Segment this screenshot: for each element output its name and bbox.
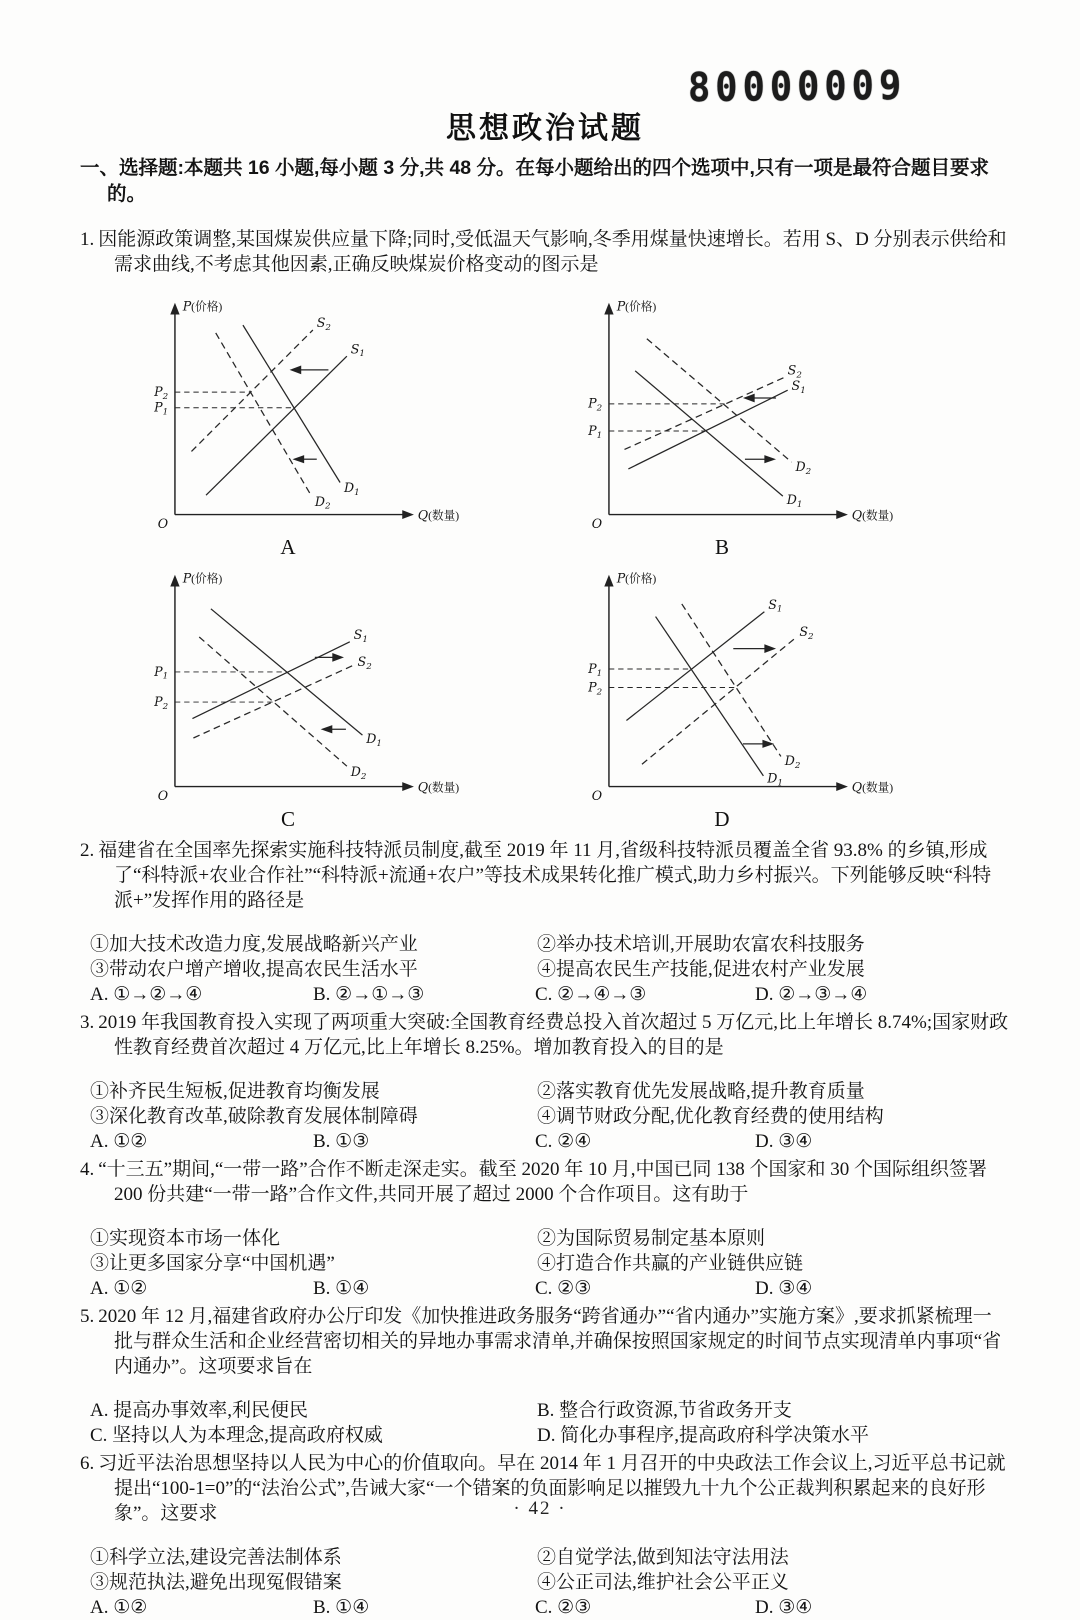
diagram-c <box>138 568 480 806</box>
option-c: C. ②→④→③ <box>535 983 647 1005</box>
diagram-caption: C <box>280 806 295 831</box>
figure-grid <box>138 296 1010 832</box>
s2-label: $S_2$ <box>357 653 372 672</box>
figure-cell-a <box>138 296 480 560</box>
origin-label: O <box>591 787 603 803</box>
d1-curve <box>635 370 783 495</box>
option-b: B. ②→①→③ <box>313 983 425 1005</box>
p1-label: $P_1$ <box>588 660 603 679</box>
question-text: 福建省在全国率先探索实施科技特派员制度,截至 2019 年 11 月,省级科技特派员覆盖全省 93.8% 的乡镇,形成了“科特派+农业合作社”“科特派+流通+农户”等技术成果转化推广模式,助力乡村振兴。下列能够反映“科特派+”发挥作用的路径是 <box>98 839 992 911</box>
s2-curve <box>642 637 795 763</box>
option-d: D. ③④ <box>755 1596 813 1618</box>
question-6-items <box>90 1545 1010 1595</box>
diagram-d <box>572 568 914 806</box>
option-d: D. ③④ <box>755 1277 813 1299</box>
diagram-b <box>572 296 914 534</box>
d1-label: $D_1$ <box>767 770 783 789</box>
item-2: ②自觉学法,做到知法守法用法 <box>537 1546 789 1568</box>
option-b: B. ①④ <box>313 1277 370 1299</box>
p-axis-label: P(价格) <box>616 570 657 586</box>
arrowhead <box>332 653 344 662</box>
option-a: A. ①② <box>90 1130 148 1152</box>
option-d: D. 简化办事程序,提高政府科学决策水平 <box>537 1424 869 1446</box>
s2-label: $S_2$ <box>316 314 331 333</box>
y-axis-arrowhead <box>170 302 179 314</box>
item-2: ②举办技术培训,开展助农富农科技服务 <box>537 933 865 955</box>
d2-label: $D_2$ <box>795 458 812 477</box>
item-3: ③让更多国家分享“中国机遇” <box>90 1252 335 1274</box>
q-axis-label: Q(数量) <box>417 778 460 794</box>
arrowhead <box>321 725 333 733</box>
arrowhead <box>762 739 774 747</box>
s1-label: $S_1$ <box>791 377 806 396</box>
s1-label: $S_1$ <box>353 626 368 645</box>
diagram-caption: A <box>280 534 296 559</box>
item-2: ②为国际贸易制定基本原则 <box>537 1227 766 1249</box>
option-a: A. 提高办事效率,利民便民 <box>90 1399 308 1421</box>
item-1: ①加大技术改造力度,发展战略新兴产业 <box>90 933 418 955</box>
item-3: ③规范执法,避免出现冤假错案 <box>90 1571 342 1593</box>
arrowhead <box>292 455 304 463</box>
section-heading: 一、选择题:本题共 16 小题,每小题 3 分,共 48 分。在每小题给出的四个选项中,只有一项是最符合题目要求的。 <box>80 157 989 205</box>
question-1 <box>80 227 1010 277</box>
question-text: 习近平法治思想坚持以人民为中心的价值取向。早在 2014 年 1 月召开的中央政法工作会议上,习近平总书记就提出“100-1=0”的“法治公式”,告诫大家“一个错案的负面影响足以摧毁九十九个公正裁判积累起来的良好形象”。这要求 <box>98 1452 1006 1524</box>
question-text: 2019 年我国教育投入实现了两项重大突破:全国教育经费总投入首次超过 5 万亿元,比上年增长 8.74%;国家财政性教育经费首次超过 4 万亿元,比上年增长 8.25%。增加教育投入的目的是 <box>98 1011 1009 1058</box>
option-d: D. ③④ <box>755 1130 813 1152</box>
item-1: ①补齐民生短板,促进教育均衡发展 <box>90 1080 380 1102</box>
question-5-options <box>90 1398 1010 1448</box>
arrowhead <box>290 365 302 374</box>
p-axis-label: P(价格) <box>182 570 223 586</box>
item-3: ③深化教育改革,破除教育发展体制障碍 <box>90 1105 418 1127</box>
p-axis-label: P(价格) <box>616 298 657 314</box>
d1-label: $D_1$ <box>343 479 360 498</box>
question-number: 3. <box>80 1011 95 1033</box>
option-a: A. ①② <box>90 1596 148 1618</box>
origin-label: O <box>157 515 169 531</box>
s1-curve <box>206 356 347 495</box>
question-number: 1. <box>80 228 95 250</box>
question-4 <box>80 1157 1010 1207</box>
s2-curve <box>624 377 783 449</box>
question-2-options <box>90 982 1010 1007</box>
figure-cell-d <box>572 568 914 832</box>
question-number: 2. <box>80 839 95 861</box>
item-1: ①实现资本市场一体化 <box>90 1227 281 1249</box>
question-3 <box>80 1010 1010 1060</box>
p2-label: $P_2$ <box>588 395 603 414</box>
question-4-options <box>90 1276 1010 1301</box>
origin-label: O <box>591 515 603 531</box>
p-axis-label: P(价格) <box>182 298 223 314</box>
option-b: B. ①③ <box>313 1130 370 1152</box>
question-3-options <box>90 1129 1010 1154</box>
x-axis-arrowhead <box>402 510 414 519</box>
question-text: 2020 年 12 月,福建省政府办公厅印发《加快推进政务服务“跨省通办”“省内通办”实施方案》,要求抓紧梳理一批与群众生活和企业经营密切相关的异地办事需求清单,并确保按照国家规定的时间节点实现清单内事项“省内通办”。这项要求旨在 <box>98 1305 1002 1377</box>
origin-label: O <box>157 787 169 803</box>
page-title: 思想政治试题 <box>446 112 644 145</box>
s1-curve <box>626 611 764 720</box>
question-number: 4. <box>80 1158 95 1180</box>
item-4: ④提高农民生产技能,促进农村产业发展 <box>537 958 865 980</box>
d1-label: $D_1$ <box>786 491 803 510</box>
p2-label: $P_2$ <box>154 693 169 712</box>
item-4: ④调节财政分配,优化教育经费的使用结构 <box>537 1105 884 1127</box>
option-b: B. ①④ <box>313 1596 370 1618</box>
p2-label: $P_2$ <box>588 678 603 697</box>
arrowhead <box>764 644 776 653</box>
option-c: C. 坚持以人为本理念,提高政府权威 <box>90 1424 383 1446</box>
question-5 <box>80 1304 1010 1379</box>
diagram-caption: B <box>714 534 729 559</box>
item-1: ①科学立法,建设完善法制体系 <box>90 1546 342 1568</box>
option-b: B. 整合行政资源,节省政务开支 <box>537 1399 792 1421</box>
option-a: A. ①→②→④ <box>90 983 203 1005</box>
p2-label: $P_2$ <box>154 383 169 402</box>
p1-label: $P_1$ <box>154 399 169 418</box>
option-c: C. ②③ <box>535 1277 592 1299</box>
q-axis-label: Q(数量) <box>417 506 460 522</box>
question-2-items <box>90 932 1010 982</box>
option-c: C. ②④ <box>535 1130 592 1152</box>
s2-curve <box>191 330 312 451</box>
d1-label: $D_1$ <box>366 730 383 749</box>
item-4: ④公正司法,维护社会公平正义 <box>537 1571 789 1593</box>
d2-label: $D_2$ <box>314 493 331 512</box>
question-6-options <box>90 1595 1010 1620</box>
option-d: D. ②→③→④ <box>755 983 868 1005</box>
option-a: A. ①② <box>90 1277 148 1299</box>
s1-label: $S_1$ <box>768 596 783 615</box>
arrowhead <box>743 393 755 402</box>
p1-label: $P_1$ <box>154 663 169 682</box>
item-2: ②落实教育优先发展战略,提升教育质量 <box>537 1080 865 1102</box>
item-3: ③带动农户增产增收,提高农民生活水平 <box>90 958 418 980</box>
s1-label: $S_1$ <box>350 340 365 359</box>
diagram-caption: D <box>714 806 730 831</box>
question-number: 5. <box>80 1305 95 1327</box>
figure-cell-b <box>572 296 914 560</box>
figure-cell-c <box>138 568 480 832</box>
question-3-items <box>90 1079 1010 1129</box>
page-number: · 42 · <box>513 1498 567 1519</box>
d2-label: $D_2$ <box>350 763 367 782</box>
s2-label: $S_2$ <box>787 362 802 381</box>
s1-curve <box>628 390 787 469</box>
arrowhead <box>764 455 776 463</box>
question-number: 6. <box>80 1452 95 1474</box>
question-2 <box>80 838 1010 913</box>
d1-curve <box>656 616 764 775</box>
question-text: “十三五”期间,“一带一路”合作不断走深走实。截至 2020 年 10 月,中国已同 138 个国家和 30 个国际组织签署 200 份共建“一带一路”合作文件,共同开展了超过 2000 个合作项目。这有助于 <box>98 1158 987 1205</box>
question-text: 因能源政策调整,某国煤炭供应量下降;同时,受低温天气影响,冬季用煤量快速增长。若用 S、D 分别表示供给和需求曲线,不考虑其他因素,正确反映煤炭价格变动的图示是 <box>98 228 1007 275</box>
d2-curve <box>682 603 781 756</box>
question-4-items <box>90 1226 1010 1276</box>
option-c: C. ②③ <box>535 1596 592 1618</box>
d2-curve <box>647 338 792 461</box>
d2-curve <box>199 636 347 765</box>
p1-label: $P_1$ <box>588 422 603 441</box>
q-axis-label: Q(数量) <box>851 778 894 794</box>
item-4: ④打造合作共赢的产业链供应链 <box>537 1252 804 1274</box>
serial-stamp: 80000009 <box>687 62 907 111</box>
diagram-a <box>138 296 480 534</box>
d2-label: $D_2$ <box>784 752 801 771</box>
s1-curve <box>192 641 349 718</box>
q-axis-label: Q(数量) <box>851 506 894 522</box>
s2-label: $S_2$ <box>799 623 814 642</box>
